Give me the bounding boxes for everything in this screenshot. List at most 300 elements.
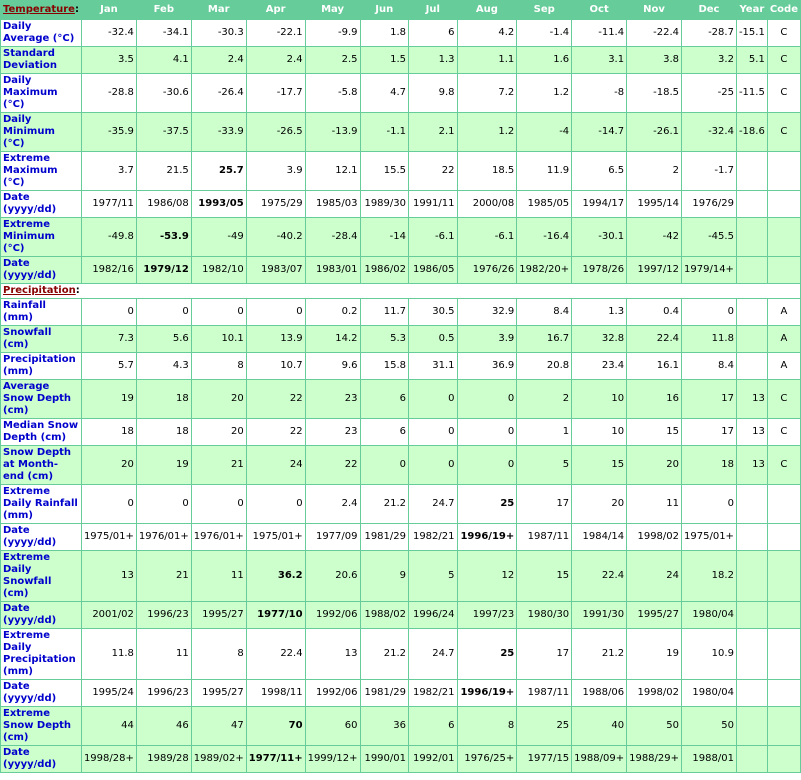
table-cell: 11.8: [82, 629, 136, 679]
table-cell: 9.8: [409, 74, 457, 112]
table-cell: 19: [82, 380, 136, 418]
table-cell: -26.4: [192, 74, 246, 112]
year-cell: [737, 326, 767, 352]
year-cell: [737, 218, 767, 256]
table-row: [1, 746, 800, 772]
month-header: May: [306, 1, 360, 19]
table-cell: 1996/24: [409, 602, 457, 628]
table-cell: -28.4: [306, 218, 360, 256]
table-cell: 12: [458, 551, 517, 601]
table-cell: 11: [137, 629, 191, 679]
table-cell: 18.2: [682, 551, 736, 601]
year-cell: [737, 191, 767, 217]
table-cell: 1998/02: [627, 524, 681, 550]
table-row: [1, 299, 800, 325]
table-cell: 20.8: [517, 353, 571, 379]
year-cell: [737, 353, 767, 379]
table-cell: 1.1: [458, 47, 517, 73]
year-cell: -15.1: [737, 20, 767, 46]
table-cell: 11: [192, 551, 246, 601]
table-cell: 1987/11: [517, 680, 571, 706]
table-cell: 2: [517, 380, 571, 418]
year-cell: [737, 551, 767, 601]
table-cell: 1988/09+: [572, 746, 626, 772]
table-cell: 1989/28: [137, 746, 191, 772]
table-cell: 3.7: [82, 152, 136, 190]
table-cell: 4.1: [137, 47, 191, 73]
table-cell: -45.5: [682, 218, 736, 256]
table-cell: -1.4: [517, 20, 571, 46]
table-cell: 1995/24: [82, 680, 136, 706]
table-cell: 70: [247, 707, 305, 745]
temperature-rows: [1, 20, 800, 283]
table-cell: -30.6: [137, 74, 191, 112]
table-cell: 2001/02: [82, 602, 136, 628]
table-cell: 40: [572, 707, 626, 745]
code-header: Code: [768, 1, 800, 19]
table-cell: 5.3: [361, 326, 409, 352]
table-cell: 1977/11: [82, 191, 136, 217]
table-cell: 21.5: [137, 152, 191, 190]
table-cell: 0: [192, 299, 246, 325]
table-cell: 60: [306, 707, 360, 745]
table-cell: 25: [458, 485, 517, 523]
row-label: Extreme Maximum (°C): [1, 152, 81, 190]
table-cell: 1996/19+: [458, 680, 517, 706]
table-row: [1, 629, 800, 679]
table-cell: 8: [458, 707, 517, 745]
table-cell: 1988/06: [572, 680, 626, 706]
table-cell: 1998/02: [627, 680, 681, 706]
temperature-section-header: Temperature:: [1, 1, 81, 19]
code-cell: A: [768, 326, 800, 352]
month-header: Mar: [192, 1, 246, 19]
code-cell: [768, 707, 800, 745]
table-row: [1, 47, 800, 73]
table-cell: 10.9: [682, 629, 736, 679]
table-cell: 10: [572, 380, 626, 418]
table-cell: 1996/23: [137, 602, 191, 628]
year-cell: [737, 299, 767, 325]
precipitation-section-row: [1, 284, 800, 298]
table-row: [1, 152, 800, 190]
table-cell: -4: [517, 113, 571, 151]
row-label: Date (yyyy/dd): [1, 602, 81, 628]
table-row: [1, 524, 800, 550]
table-cell: 1997/12: [627, 257, 681, 283]
table-cell: 5: [409, 551, 457, 601]
row-label: Extreme Minimum (°C): [1, 218, 81, 256]
table-cell: 20: [627, 446, 681, 484]
table-cell: 1975/01+: [82, 524, 136, 550]
table-cell: 0: [682, 299, 736, 325]
table-row: [1, 74, 800, 112]
code-cell: C: [768, 380, 800, 418]
table-cell: 8.4: [517, 299, 571, 325]
table-cell: 0: [82, 299, 136, 325]
code-cell: A: [768, 353, 800, 379]
table-cell: 44: [82, 707, 136, 745]
row-label: Rainfall (mm): [1, 299, 81, 325]
table-cell: 1991/11: [409, 191, 457, 217]
table-cell: 1985/03: [306, 191, 360, 217]
table-cell: 15.8: [361, 353, 409, 379]
table-cell: 0: [458, 446, 517, 484]
table-cell: 6.5: [572, 152, 626, 190]
table-cell: -16.4: [517, 218, 571, 256]
code-cell: [768, 524, 800, 550]
table-cell: 15: [572, 446, 626, 484]
table-cell: 1994/17: [572, 191, 626, 217]
table-cell: 1986/05: [409, 257, 457, 283]
table-cell: 1983/01: [306, 257, 360, 283]
table-cell: 32.8: [572, 326, 626, 352]
table-row: [1, 326, 800, 352]
table-cell: 25.7: [192, 152, 246, 190]
table-cell: 1995/27: [627, 602, 681, 628]
table-cell: 10: [572, 419, 626, 445]
code-cell: [768, 485, 800, 523]
table-cell: 16.7: [517, 326, 571, 352]
row-label: Daily Average (°C): [1, 20, 81, 46]
table-cell: 1.3: [409, 47, 457, 73]
table-cell: 16.1: [627, 353, 681, 379]
precipitation-rows: [1, 284, 800, 772]
table-cell: 22: [247, 380, 305, 418]
table-cell: 23.4: [572, 353, 626, 379]
table-cell: 0: [247, 299, 305, 325]
table-cell: 1.5: [361, 47, 409, 73]
month-header: Feb: [137, 1, 191, 19]
table-cell: -33.9: [192, 113, 246, 151]
table-cell: 50: [682, 707, 736, 745]
table-cell: 6: [361, 419, 409, 445]
table-cell: 0: [137, 299, 191, 325]
year-cell: [737, 524, 767, 550]
code-cell: [768, 257, 800, 283]
code-cell: [768, 680, 800, 706]
table-cell: 1979/14+: [682, 257, 736, 283]
table-row: [1, 707, 800, 745]
month-header: Nov: [627, 1, 681, 19]
table-cell: 1982/10: [192, 257, 246, 283]
table-cell: -17.7: [247, 74, 305, 112]
table-cell: -32.4: [682, 113, 736, 151]
table-cell: 1995/27: [192, 680, 246, 706]
table-cell: 1990/01: [361, 746, 409, 772]
month-header: Oct: [572, 1, 626, 19]
table-cell: 18: [82, 419, 136, 445]
table-cell: 0.4: [627, 299, 681, 325]
table-cell: 17: [682, 419, 736, 445]
table-cell: 1986/02: [361, 257, 409, 283]
table-cell: 0: [409, 380, 457, 418]
table-cell: 46: [137, 707, 191, 745]
year-cell: [737, 680, 767, 706]
year-header: Year: [737, 1, 767, 19]
table-cell: 1993/05: [192, 191, 246, 217]
table-cell: 0: [247, 485, 305, 523]
table-row: [1, 353, 800, 379]
table-cell: 1977/10: [247, 602, 305, 628]
table-cell: 12.1: [306, 152, 360, 190]
table-cell: 1982/21: [409, 524, 457, 550]
table-cell: 3.9: [458, 326, 517, 352]
table-cell: 21.2: [572, 629, 626, 679]
table-cell: 18: [137, 419, 191, 445]
code-cell: [768, 218, 800, 256]
table-cell: 0.2: [306, 299, 360, 325]
table-cell: 32.9: [458, 299, 517, 325]
table-cell: 4.2: [458, 20, 517, 46]
table-cell: -18.5: [627, 74, 681, 112]
table-cell: 1995/14: [627, 191, 681, 217]
month-header: Jun: [361, 1, 409, 19]
table-cell: 8.4: [682, 353, 736, 379]
table-cell: 13.9: [247, 326, 305, 352]
table-cell: 0: [137, 485, 191, 523]
code-cell: [768, 629, 800, 679]
table-cell: 1982/21: [409, 680, 457, 706]
table-cell: 9: [361, 551, 409, 601]
table-cell: 5: [517, 446, 571, 484]
table-row: [1, 680, 800, 706]
table-cell: 2.4: [247, 47, 305, 73]
table-cell: 1991/30: [572, 602, 626, 628]
table-cell: 13: [82, 551, 136, 601]
table-cell: -49: [192, 218, 246, 256]
table-cell: 1992/01: [409, 746, 457, 772]
table-cell: 0: [361, 446, 409, 484]
table-cell: 11.8: [682, 326, 736, 352]
table-cell: 7.2: [458, 74, 517, 112]
table-cell: 6: [409, 707, 457, 745]
table-cell: 19: [627, 629, 681, 679]
table-cell: 1980/04: [682, 602, 736, 628]
table-cell: 1982/20+: [517, 257, 571, 283]
table-cell: -22.1: [247, 20, 305, 46]
table-cell: 3.2: [682, 47, 736, 73]
table-cell: -6.1: [409, 218, 457, 256]
table-cell: -8: [572, 74, 626, 112]
table-cell: 0: [82, 485, 136, 523]
table-cell: 1975/29: [247, 191, 305, 217]
table-cell: -9.9: [306, 20, 360, 46]
table-cell: 1982/16: [82, 257, 136, 283]
table-cell: 24: [247, 446, 305, 484]
table-row: [1, 380, 800, 418]
table-cell: 2.1: [409, 113, 457, 151]
table-cell: 36: [361, 707, 409, 745]
table-cell: 50: [627, 707, 681, 745]
table-cell: 1975/01+: [682, 524, 736, 550]
table-cell: -28.7: [682, 20, 736, 46]
table-row: [1, 191, 800, 217]
table-cell: 9.6: [306, 353, 360, 379]
table-cell: 24.7: [409, 485, 457, 523]
code-cell: A: [768, 299, 800, 325]
table-row: [1, 602, 800, 628]
table-row: [1, 257, 800, 283]
table-cell: -14.7: [572, 113, 626, 151]
table-cell: 14.2: [306, 326, 360, 352]
row-label: Date (yyyy/dd): [1, 746, 81, 772]
table-cell: 19: [137, 446, 191, 484]
year-cell: [737, 602, 767, 628]
table-cell: 1: [517, 419, 571, 445]
table-cell: 3.5: [82, 47, 136, 73]
table-row: [1, 551, 800, 601]
table-cell: 47: [192, 707, 246, 745]
table-cell: 0: [458, 380, 517, 418]
row-label: Daily Minimum (°C): [1, 113, 81, 151]
year-cell: [737, 629, 767, 679]
table-cell: -37.5: [137, 113, 191, 151]
table-cell: -1.1: [361, 113, 409, 151]
table-cell: 20: [192, 419, 246, 445]
month-header: Jan: [82, 1, 136, 19]
month-header: Jul: [409, 1, 457, 19]
year-cell: 5.1: [737, 47, 767, 73]
table-cell: -34.1: [137, 20, 191, 46]
table-cell: 21: [137, 551, 191, 601]
table-cell: 1.3: [572, 299, 626, 325]
row-label: Extreme Daily Precipitation (mm): [1, 629, 81, 679]
table-cell: 22: [247, 419, 305, 445]
code-cell: C: [768, 419, 800, 445]
table-cell: 17: [682, 380, 736, 418]
table-cell: 1987/11: [517, 524, 571, 550]
year-cell: 13: [737, 380, 767, 418]
year-cell: [737, 152, 767, 190]
code-cell: C: [768, 113, 800, 151]
table-cell: 0: [409, 446, 457, 484]
table-cell: -14: [361, 218, 409, 256]
table-cell: 15.5: [361, 152, 409, 190]
table-cell: 0: [192, 485, 246, 523]
table-cell: 18: [682, 446, 736, 484]
table-cell: 0: [409, 419, 457, 445]
table-cell: 1985/05: [517, 191, 571, 217]
table-cell: 1.2: [517, 74, 571, 112]
table-cell: 5.6: [137, 326, 191, 352]
table-cell: -32.4: [82, 20, 136, 46]
table-cell: 30.5: [409, 299, 457, 325]
table-row: [1, 218, 800, 256]
table-cell: 20: [82, 446, 136, 484]
table-cell: 1986/08: [137, 191, 191, 217]
table-cell: -26.5: [247, 113, 305, 151]
table-cell: 2.5: [306, 47, 360, 73]
table-cell: 17: [517, 629, 571, 679]
table-cell: -40.2: [247, 218, 305, 256]
table-cell: 1980/04: [682, 680, 736, 706]
table-cell: 21.2: [361, 485, 409, 523]
table-row: [1, 113, 800, 151]
table-cell: 25: [458, 629, 517, 679]
table-cell: 15: [627, 419, 681, 445]
code-cell: C: [768, 74, 800, 112]
table-cell: 11.7: [361, 299, 409, 325]
table-cell: 1977/11+: [247, 746, 305, 772]
table-cell: -30.3: [192, 20, 246, 46]
table-cell: 1989/02+: [192, 746, 246, 772]
table-cell: 1.8: [361, 20, 409, 46]
row-label: Average Snow Depth (cm): [1, 380, 81, 418]
table-cell: -22.4: [627, 20, 681, 46]
table-cell: 22: [306, 446, 360, 484]
table-cell: 1999/12+: [306, 746, 360, 772]
table-cell: 18: [137, 380, 191, 418]
table-cell: 1976/01+: [192, 524, 246, 550]
table-cell: 20: [192, 380, 246, 418]
table-cell: -25: [682, 74, 736, 112]
table-cell: 1988/29+: [627, 746, 681, 772]
table-cell: -26.1: [627, 113, 681, 151]
table-row: [1, 446, 800, 484]
table-cell: 6: [409, 20, 457, 46]
code-cell: C: [768, 20, 800, 46]
code-cell: C: [768, 446, 800, 484]
table-cell: 22.4: [572, 551, 626, 601]
table-cell: 4.3: [137, 353, 191, 379]
table-cell: -13.9: [306, 113, 360, 151]
table-cell: 8: [192, 353, 246, 379]
table-cell: 6: [361, 380, 409, 418]
table-cell: -42: [627, 218, 681, 256]
table-cell: 23: [306, 380, 360, 418]
table-cell: 24.7: [409, 629, 457, 679]
table-cell: 1992/06: [306, 602, 360, 628]
table-cell: 1989/30: [361, 191, 409, 217]
month-header: Aug: [458, 1, 517, 19]
year-cell: 13: [737, 446, 767, 484]
table-cell: 36.2: [247, 551, 305, 601]
table-cell: 1976/26: [458, 257, 517, 283]
table-cell: 1978/26: [572, 257, 626, 283]
code-cell: [768, 602, 800, 628]
table-cell: -11.4: [572, 20, 626, 46]
table-cell: 17: [517, 485, 571, 523]
table-cell: 1997/23: [458, 602, 517, 628]
table-cell: 31.1: [409, 353, 457, 379]
table-cell: 8: [192, 629, 246, 679]
table-cell: 3.8: [627, 47, 681, 73]
table-cell: 1979/12: [137, 257, 191, 283]
table-cell: 11: [627, 485, 681, 523]
row-label: Date (yyyy/dd): [1, 680, 81, 706]
row-label: Daily Maximum (°C): [1, 74, 81, 112]
table-cell: 20.6: [306, 551, 360, 601]
row-label: Extreme Daily Rainfall (mm): [1, 485, 81, 523]
table-cell: 1998/28+: [82, 746, 136, 772]
code-cell: [768, 191, 800, 217]
table-cell: -49.8: [82, 218, 136, 256]
code-cell: [768, 551, 800, 601]
table-cell: 3.1: [572, 47, 626, 73]
code-cell: [768, 746, 800, 772]
table-cell: 1981/29: [361, 524, 409, 550]
table-cell: 22.4: [627, 326, 681, 352]
table-cell: 1988/02: [361, 602, 409, 628]
table-cell: 1984/14: [572, 524, 626, 550]
table-cell: 0: [682, 485, 736, 523]
code-cell: C: [768, 47, 800, 73]
table-cell: 22: [409, 152, 457, 190]
year-cell: [737, 707, 767, 745]
table-cell: 1976/25+: [458, 746, 517, 772]
month-header: Sep: [517, 1, 571, 19]
